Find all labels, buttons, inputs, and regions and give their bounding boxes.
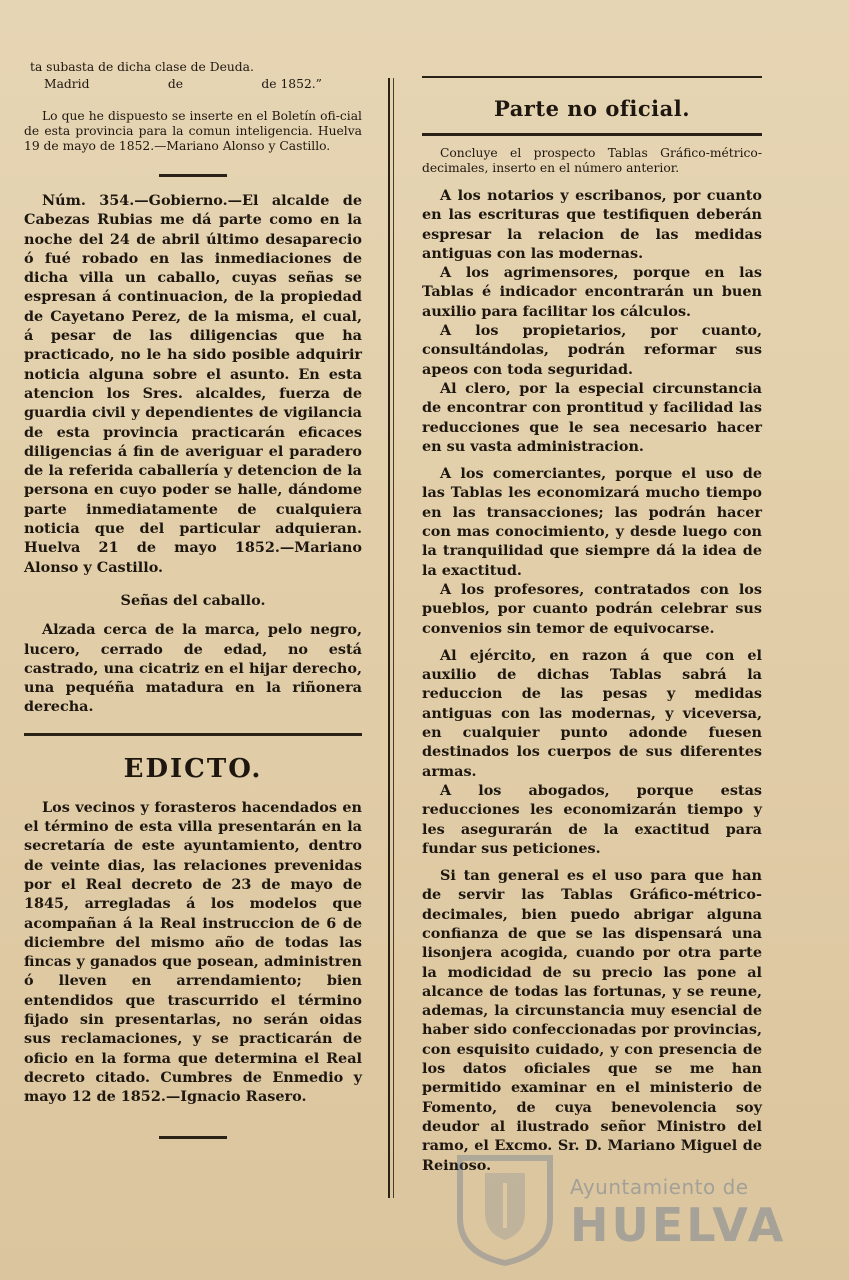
edicto-heading: EDICTO. — [123, 753, 263, 784]
dateline-place: Madrid — [44, 77, 90, 91]
left-column — [24, 60, 362, 1139]
horse-heading: Señas del caballo. — [120, 591, 266, 609]
paragraph-comerciantes: A los comerciantes, porque el uso de las Tablas les economizará mucho tiempo en las transacciones; las podrán hacer con mas conocimiento, y desde luego con la tranquilidad que siempre dá la idea de la exactitud. — [422, 465, 762, 579]
notice-text: —Gobierno.—El alcalde de Cabezas Rubias me dá parte como en la noche del 24 de abril último desaparecio ó fué robado en las inmediaciones de dicha villa un caballo, cuyas señas se espresan á continuacion, de la propiedad de Cayetano Perez, de la misma, el cual, á pesar de las diligencias que ha practicado, no le ha sido posible adquirir noticia alguna sobre el asunto. En esta atencion los Sres. alcaldes, fuerza de guardia civil y dependientes de vigilancia de esta provincia practicarán eficaces diligencias á fin de averiguar el paradero de la referida caballería y detencion de la persona en cuyo poder se halle, dándome parte inmediatamente de cualquiera noticia que del particular adquieran. Huelva 21 de mayo 1852.—Mariano Alonso y Castillo. — [24, 192, 362, 576]
right-column — [422, 60, 762, 1175]
separator-rule — [159, 174, 227, 177]
paragraph-agrimensores: A los agrimensores, porque en las Tablas é indicador encontrarán un buen auxilio para facilitar los cálculos. — [422, 264, 762, 320]
heading-rule — [422, 133, 762, 136]
dateline-end: de 1852.” — [261, 77, 322, 91]
paragraph-profesores: A los profesores, contratados con los pueblos, por cuanto podrán celebrar sus convenios sin temor de equivocarse. — [422, 580, 762, 637]
paragraph-clero: Al clero, por la especial circunstancia de encontrar con prontitud y facilidad las reducciones que le sea necesario hacer en su vasta administracion. — [422, 379, 762, 455]
watermark-line1: Ayuntamiento de — [570, 1175, 749, 1199]
notice-number: Núm. 354. — [42, 192, 135, 209]
paragraph-ejercito: Al ejército, en razon á que con el auxilio de dichas Tablas sabrá la reduccion de las pesas y medidas antiguas con las modernas, y viceversa, en cualquier punto adonde fuesen destinados los cuerpos de sus diferentes armas. — [422, 646, 762, 780]
order-note: Lo que he dispuesto se inserte en el Boletín ofi-cial de esta provincia para la comun inteligencia. Huelva 19 de mayo de 1852.—Mariano Alonso y Castillo. — [24, 109, 362, 153]
paragraph-notarios: A los notarios y escribanos, por cuanto en las escrituras que testifiquen deberán espresar la relacion de las medidas antiguas con las modernas. — [422, 187, 762, 262]
dateline — [24, 77, 362, 91]
intro-text: Concluye el prospecto Tablas Gráfico-métrico-decimales, inserto en el número anterior. — [422, 146, 762, 175]
horse-description: Alzada cerca de la marca, pelo negro, lucero, cerrado de edad, no está castrado, una cicatriz en el hijar derecho, una pequéña matadura en la riñonera derecha. — [24, 621, 362, 716]
paragraph-abogados: A los abogados, porque estas reducciones les economizarán tiempo y les asegurarán de la exactitud para fundar sus peticiones. — [422, 781, 762, 857]
top-line: ta subasta de dicha clase de Deuda. — [30, 60, 254, 74]
watermark-line2: HUELVA — [570, 1198, 787, 1252]
top-rule — [422, 76, 762, 78]
column-divider — [388, 78, 390, 1198]
section-rule — [24, 733, 362, 736]
paragraph-conclusion: Si tan general es el uso para que han de servir las Tablas Gráfico-métrico-decimales, bien puedo abrigar alguna confianza de que se las dispensará una lisonjera acogida, cuando por otra parte la modicidad de su precio las pone al alcance de todas las fortunas, y se reune, ademas, la circunstancia muy esencial de haber sido confeccionadas por provincias, con esquisito cuidado, y con presencia de los datos oficiales que se me han permitido examinar en el ministerio de Fomento, de cuya benevolencia soy deudor al ilustrado señor Ministro del ramo, el Excmo. Sr. D. Mariano Miguel de Reinoso. — [422, 867, 762, 1174]
edicto-text: Los vecinos y forasteros hacendados en el término de esta villa presentarán en la secretaría de este ayuntamiento, dentro de veinte dias, las relaciones prevenidas por el Real decreto de 23 de mayo de 1845, arregladas á los modelos que acompañan á la Real instruccion de 6 de diciembre del mismo año de todas las fincas y ganados que posean, administren ó lleven en arrendamiento; bien entendidos que trascurrido el término fijado sin presentarlas, no serán oidas sus reclamaciones, y se practicarán de oficio en la forma que determina el Real decreto citado. Cumbres de Enmedio y mayo 12 de 1852.—Ignacio Rasero. — [24, 798, 362, 1106]
paragraph-propietarios: A los propietarios, por cuanto, consultándolas, podrán reformar sus apeos con toda seguridad. — [422, 322, 762, 378]
dateline-mid: de — [167, 77, 184, 91]
column-divider-thin — [393, 78, 394, 1198]
gobierno-notice — [24, 191, 362, 577]
end-rule — [159, 1136, 227, 1139]
parte-heading: Parte no oficial. — [493, 96, 691, 121]
